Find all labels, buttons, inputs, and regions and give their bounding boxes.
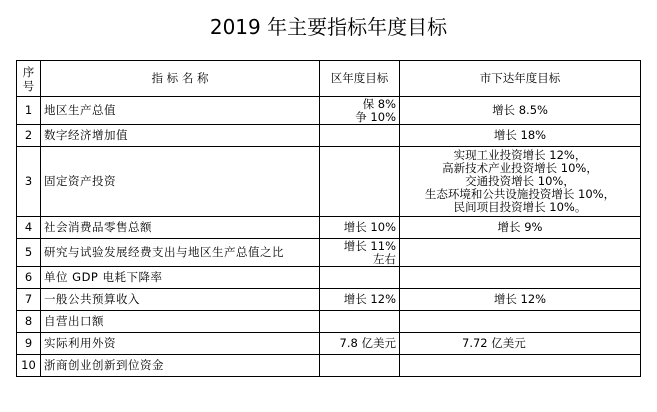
row-name: 固定资产投资: [41, 147, 320, 217]
row-city-target: [400, 289, 641, 311]
district-line: 争 10%: [355, 109, 396, 124]
city-line: 增长 8.5%: [492, 103, 548, 117]
row-district-target: [320, 289, 400, 311]
row-district-target: [320, 125, 400, 147]
district-line: 7.8 亿美元: [339, 336, 396, 350]
row-district-target: [320, 333, 400, 355]
district-line: 保 8%: [362, 96, 396, 111]
row-index: 8: [17, 311, 41, 333]
row-city-target: [400, 311, 641, 333]
row-city-target: [400, 239, 641, 267]
row-district-target: [320, 147, 400, 217]
row-district-target: [320, 239, 400, 267]
table-row: [17, 239, 641, 267]
row-index: 9: [17, 333, 41, 355]
header-district-text: 区年度目标: [330, 71, 389, 85]
row-city-target: [400, 333, 641, 355]
city-line: 生态环境和公共设施投资增长 10%，: [424, 187, 616, 201]
row-city-target: [400, 267, 641, 289]
header-district: [320, 61, 400, 97]
row-district-target: [320, 355, 400, 377]
row-city-target: [400, 97, 641, 125]
row-name: 研究与试验发展经费支出与地区生产总值之比: [41, 239, 320, 267]
row-name: 社会消费品零售总额: [41, 217, 320, 239]
district-line: 增长 11%: [343, 238, 396, 253]
row-district-target: [320, 311, 400, 333]
row-index: 4: [17, 217, 41, 239]
row-index: 6: [17, 267, 41, 289]
header-city-text: 市下达年度目标: [479, 71, 561, 85]
row-name: 浙商创业创新到位资金: [41, 355, 320, 377]
table-header-row: [17, 61, 641, 97]
city-line: 高新技术产业投资增长 10%，: [442, 161, 598, 175]
row-city-target: [400, 147, 641, 217]
targets-table: [16, 60, 641, 377]
header-city: [400, 61, 641, 97]
row-district-target: [320, 97, 400, 125]
district-line: 左右: [373, 251, 396, 266]
row-district-target: [320, 267, 400, 289]
table-row: [17, 267, 641, 289]
city-line: 增长 12%: [493, 292, 547, 306]
row-name: 地区生产总值: [41, 97, 320, 125]
city-line: 7.72 亿美元: [462, 336, 526, 350]
district-line: 增长 12%: [343, 292, 396, 306]
table-row: [17, 311, 641, 333]
table-row: [17, 217, 641, 239]
table-row: [17, 125, 641, 147]
row-city-target: [400, 217, 641, 239]
table-row: [17, 97, 641, 125]
row-name: 一般公共预算收入: [41, 289, 320, 311]
header-name: [41, 61, 320, 97]
city-line: 实现工业投资增长 12%，: [453, 148, 587, 162]
table-row: [17, 333, 641, 355]
header-index-text: 序号: [22, 64, 35, 93]
row-name: 实际利用外资: [41, 333, 320, 355]
page-title: 2019 年主要指标年度目标: [209, 15, 448, 39]
city-line: 交通投资增长 10%，: [465, 174, 575, 188]
row-district-target: [320, 217, 400, 239]
row-name: 自营出口额: [41, 311, 320, 333]
district-line: 增长 10%: [343, 220, 396, 234]
table-row: [17, 147, 641, 217]
row-city-target: [400, 125, 641, 147]
row-name: 单位 GDP 电耗下降率: [41, 267, 320, 289]
table-row: [17, 289, 641, 311]
row-index: 3: [17, 147, 41, 217]
header-name-text: 指 标 名 称: [151, 71, 209, 85]
row-index: 2: [17, 125, 41, 147]
row-name: 数字经济增加值: [41, 125, 320, 147]
city-line: 民间项目投资增长 10%。: [453, 200, 587, 214]
city-line: 增长 9%: [497, 220, 543, 234]
header-index: [17, 61, 41, 97]
row-index: 10: [17, 355, 41, 377]
row-index: 7: [17, 289, 41, 311]
city-line: 增长 18%: [493, 128, 547, 142]
row-city-target: [400, 355, 641, 377]
row-index: 5: [17, 239, 41, 267]
row-index: 1: [17, 97, 41, 125]
table-row: [17, 355, 641, 377]
